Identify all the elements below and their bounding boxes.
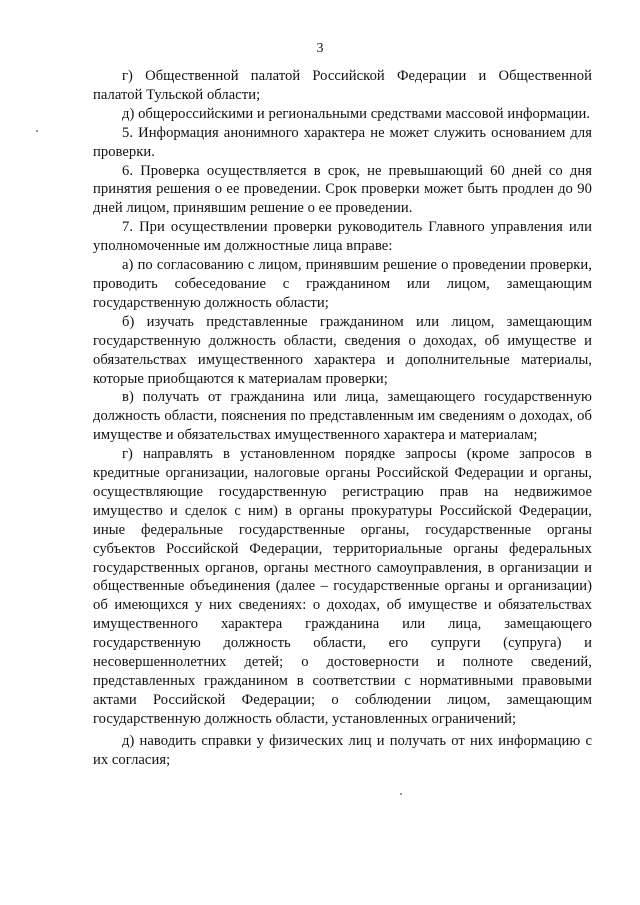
- paragraph-mass-media: д) общероссийскими и региональными средствами массовой информации.: [122, 105, 591, 122]
- document-body: [93, 67, 592, 770]
- paragraph-inquiries: д) наводить справки у физических лиц и получать от них информацию с их согласия;: [93, 732, 592, 768]
- paragraph-check-period: 6. Проверка осуществляется в срок, не превышающий 60 дней со дня принятия решения о ее проведении. Срок проверки может быть продлен до 90 дней лицом, принявшим решение о ее проведении.: [93, 162, 592, 217]
- scan-speck: [36, 130, 38, 132]
- page-number: 3: [316, 41, 324, 56]
- paragraph-requests: г) направлять в установленном порядке запросы (кроме запросов в кредитные организации, налоговые органы Российской Федерации и органы, осуществляющие государственную регистрацию прав на недвижимое имущество и сделок с ним) в органы прокуратуры Российской Федерации, иные федеральные государственные органы, государственные органы субъектов Российской Федерации, территориальные органы федеральных государственных органов, органы местного самоуправления, в организации и общественные объединения (далее – государственные органы и организации) об имеющихся у них сведениях: о доходах, об имуществе и обязательствах имущественного характера гражданина или лица, замещающего государственную должность области, его супруги (супруга) и несовершеннолетних детей; о достоверности и полноте сведений, представленных гражданином в соответствии с нормативными правовыми актами Российской Федерации; о соблюдении лицом, замещающим государственную должность области, установленных ограничений;: [93, 446, 592, 727]
- paragraph-powers-intro: 7. При осуществлении проверки руководитель Главного управления или уполномоченные им должностные лица вправе:: [93, 219, 592, 255]
- scan-speck: [400, 793, 402, 795]
- paragraph-study-materials: б) изучать представленные гражданином или лицом, замещающим государственную должность области, сведения о доходах, об имуществе и обязательствах имущественного характера и дополнительные материалы, которые приобщаются к материалам проверки;: [93, 313, 592, 387]
- paragraph-explanations: в) получать от гражданина или лица, замещающего государственную должность области, пояснения по представленным им сведениям о доходах, об имуществе и обязательствах имущественного характера и материалам;: [93, 389, 592, 444]
- paragraph-interview: а) по согласованию с лицом, принявшим решение о проведении проверки, проводить собеседование с гражданином или лицом, замещающим государственную должность области;: [93, 257, 592, 311]
- paragraph-anonymous-info: 5. Информация анонимного характера не может служить основанием для проверки.: [93, 124, 592, 160]
- paragraph-public-chambers: г) Общественной палатой Российской Федерации и Общественной палатой Тульской области;: [93, 68, 592, 103]
